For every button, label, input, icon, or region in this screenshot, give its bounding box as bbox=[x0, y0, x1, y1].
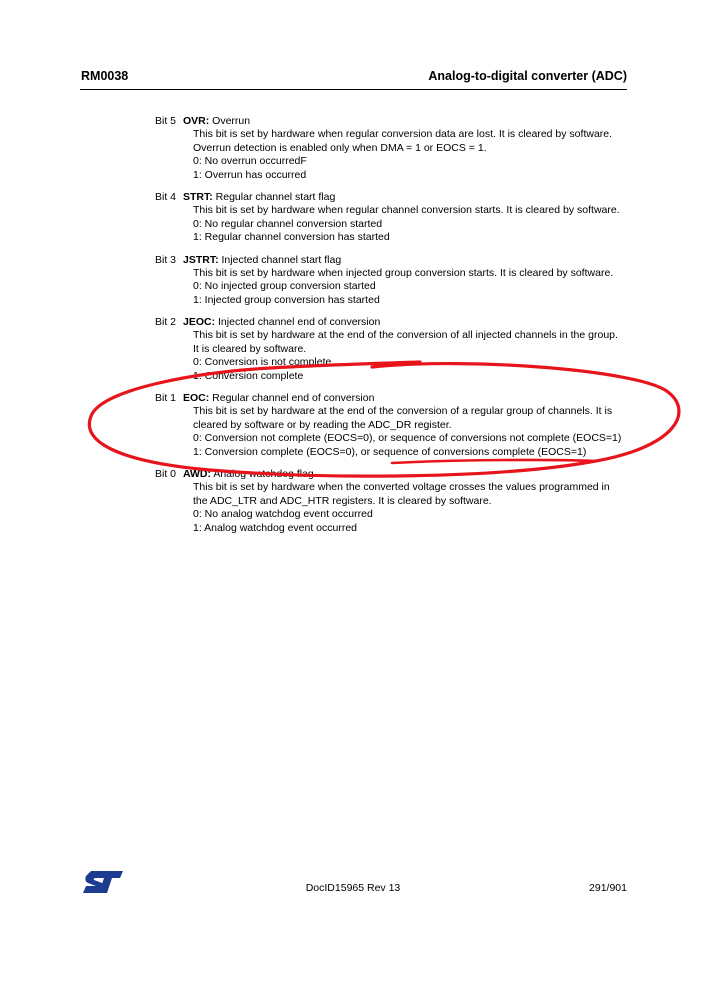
bit-value-1: 1: Injected group conversion has started bbox=[193, 293, 380, 306]
bit-number: Bit 2 bbox=[155, 316, 177, 328]
bit-value-1: 1: Analog watchdog event occurred bbox=[193, 521, 358, 534]
bit-value-0: 0: Conversion not complete (EOCS=0), or sequence of conversions not complete (EOCS=1) bbox=[193, 432, 622, 444]
bit-field-name: JEOC: bbox=[183, 316, 216, 328]
bit-value-1: 1: Overrun has occurred bbox=[193, 168, 307, 181]
bit-value-1: 1: Regular channel conversion has started bbox=[193, 231, 390, 243]
header-section-title: Analog-to-digital converter (ADC) bbox=[428, 69, 627, 83]
bit-description-line: This bit is set by hardware when the converted voltage crosses the values programmed in bbox=[193, 481, 610, 493]
bit-value-0: 0: No injected group conversion started bbox=[193, 280, 376, 292]
bit-value-1: 1: Conversion complete (EOCS=0), or sequence of conversions complete (EOCS=1) bbox=[193, 445, 587, 458]
bit-number: Bit 0 bbox=[155, 468, 177, 480]
footer-doc-id: DocID15965 Rev 13 bbox=[305, 882, 401, 894]
bit-value-1: 1: Conversion complete bbox=[193, 369, 304, 382]
bit-field-name: EOC: bbox=[183, 392, 210, 404]
bit-description-line: This bit is set by hardware when regular channel conversion starts. It is cleared by software. bbox=[193, 204, 620, 216]
bit-field-title: Regular channel start flag bbox=[212, 191, 336, 203]
bit-field-title: Overrun bbox=[209, 115, 251, 127]
bit-field-title: Injected channel end of conversion bbox=[215, 316, 381, 328]
bit-number: Bit 4 bbox=[155, 191, 177, 203]
bit-description-line: Overrun detection is enabled only when DMA = 1 or EOCS = 1. bbox=[193, 141, 487, 154]
bit-description-line: This bit is set by hardware when regular conversion data are lost. It is cleared by software. bbox=[193, 128, 613, 140]
hand-drawn-ellipse bbox=[89, 362, 679, 476]
bit-value-0: 0: No overrun occurredF bbox=[193, 155, 307, 167]
bit-description-line: This bit is set by hardware when injected group conversion starts. It is cleared by software. bbox=[193, 266, 614, 279]
header-doc-id: RM0038 bbox=[81, 69, 129, 83]
bit-description-line: the ADC_LTR and ADC_HTR registers. It is cleared by software. bbox=[193, 494, 492, 507]
bit-value-0: 0: Conversion is not complete bbox=[193, 356, 332, 368]
bit-field-name: JSTRT: bbox=[183, 253, 219, 266]
bit-number: Bit 1 bbox=[155, 392, 177, 404]
bit-field-title: Analog watchdog flag bbox=[211, 468, 314, 480]
bit-description-line: cleared by software or by reading the ADC_DR register. bbox=[193, 418, 452, 431]
bit-field-name: STRT: bbox=[183, 191, 213, 203]
bit-field-title: Injected channel start flag bbox=[218, 253, 342, 266]
bit-field-name: OVR: bbox=[183, 115, 210, 127]
bit-field-name: AWD: bbox=[183, 468, 211, 480]
bit-description-line: This bit is set by hardware at the end of the conversion of a regular group of channels. It is bbox=[193, 405, 613, 417]
bit-value-0: 0: No analog watchdog event occurred bbox=[193, 508, 373, 520]
footer-page-number: 291/901 bbox=[589, 882, 627, 894]
bit-field-title: Regular channel end of conversion bbox=[209, 392, 375, 404]
bit-description-line: It is cleared by software. bbox=[193, 342, 307, 355]
bit-number: Bit 3 bbox=[155, 253, 177, 266]
bit-value-0: 0: No regular channel conversion started bbox=[193, 217, 383, 230]
bit-number: Bit 5 bbox=[155, 115, 177, 127]
hand-drawn-underline bbox=[392, 460, 596, 463]
bit-description-line: This bit is set by hardware at the end of the conversion of all injected channels in the group. bbox=[193, 329, 618, 341]
